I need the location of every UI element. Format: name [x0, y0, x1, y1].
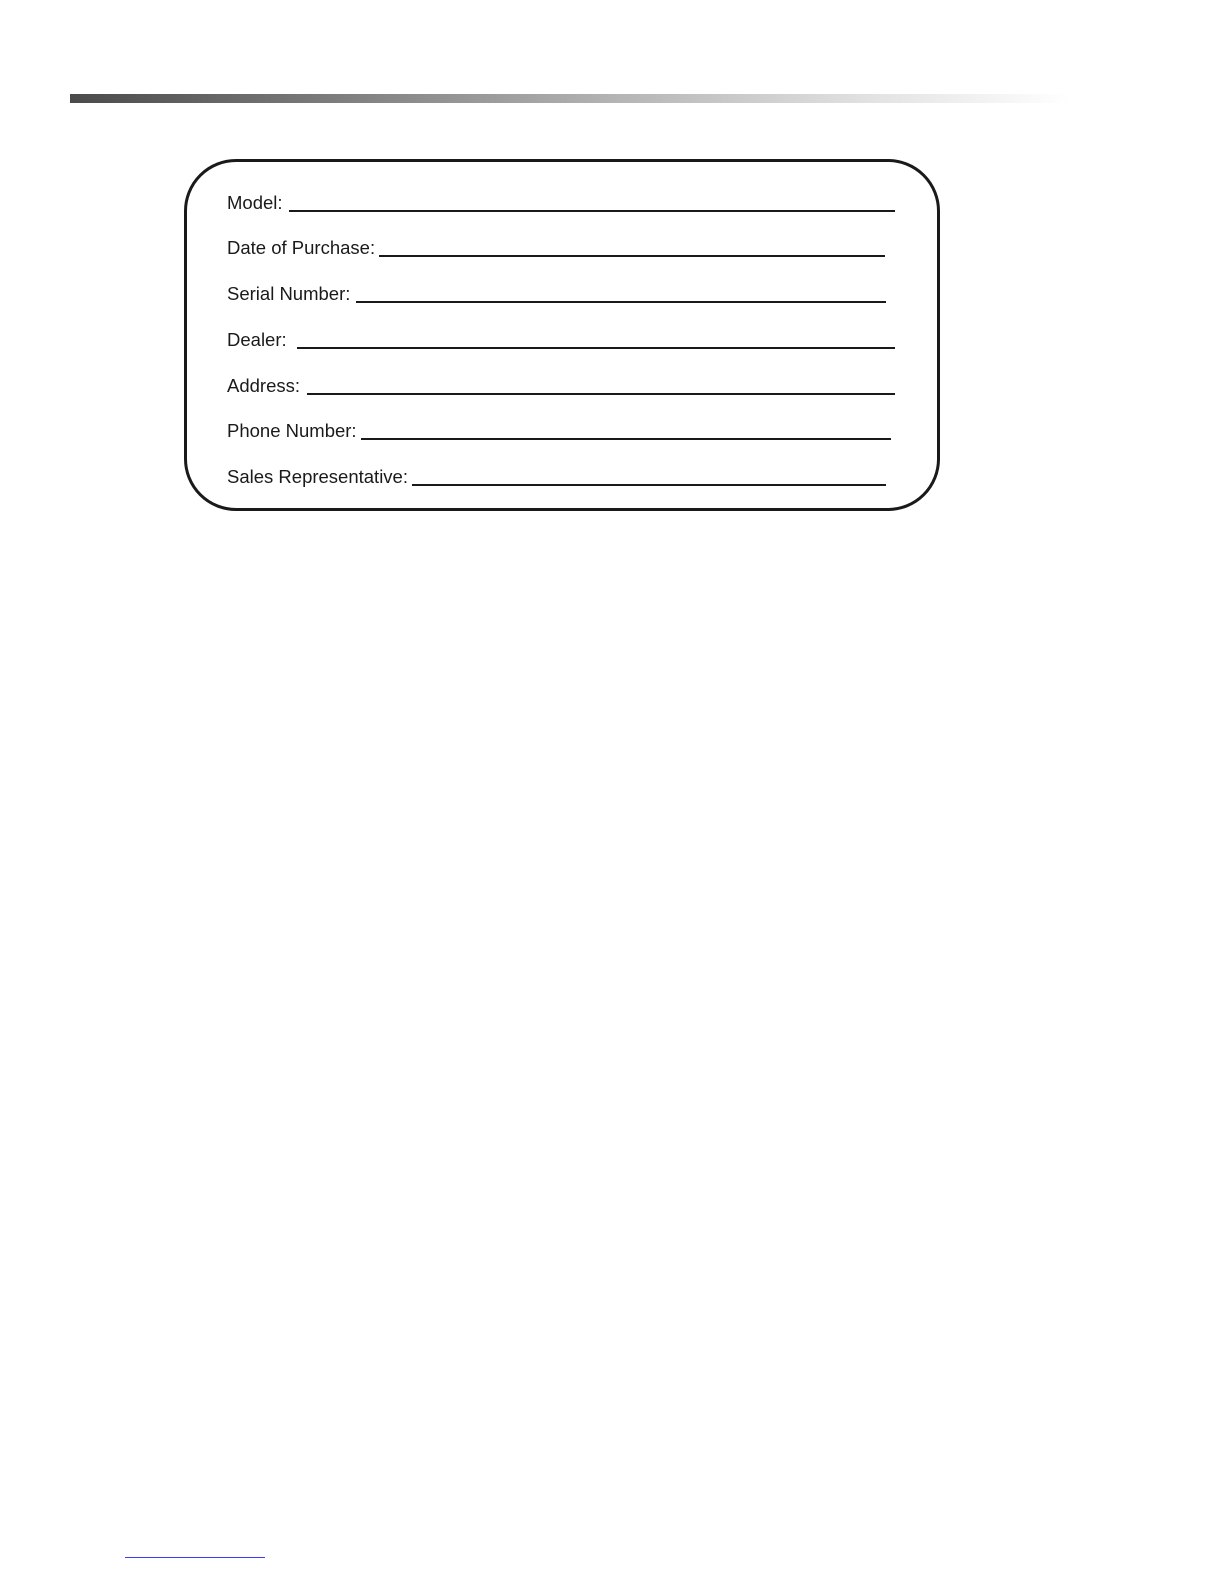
phone-number-write-line[interactable] — [361, 438, 891, 440]
address-label: Address: — [227, 375, 301, 396]
serial-number-field — [227, 277, 886, 305]
serial-number-label: Serial Number: — [227, 283, 351, 304]
model-field — [227, 186, 895, 214]
phone-number-label: Phone Number: — [227, 420, 357, 441]
header-gradient-rule — [70, 94, 1070, 103]
dealer-field — [227, 323, 895, 351]
dealer-label: Dealer: — [227, 329, 287, 350]
sales-representative-label: Sales Representative: — [227, 466, 408, 487]
date-of-purchase-field — [227, 231, 885, 259]
footer-link-underline[interactable] — [125, 1557, 265, 1558]
address-field — [227, 369, 895, 397]
sales-representative-write-line[interactable] — [412, 484, 886, 486]
date-of-purchase-label: Date of Purchase: — [227, 237, 376, 258]
date-of-purchase-write-line[interactable] — [379, 255, 885, 257]
serial-number-write-line[interactable] — [356, 301, 886, 303]
phone-number-field — [227, 414, 891, 442]
model-write-line[interactable] — [289, 210, 895, 212]
sales-representative-field — [227, 460, 886, 488]
dealer-write-line[interactable] — [297, 347, 895, 349]
address-write-line[interactable] — [307, 393, 895, 395]
model-label: Model: — [227, 192, 283, 213]
